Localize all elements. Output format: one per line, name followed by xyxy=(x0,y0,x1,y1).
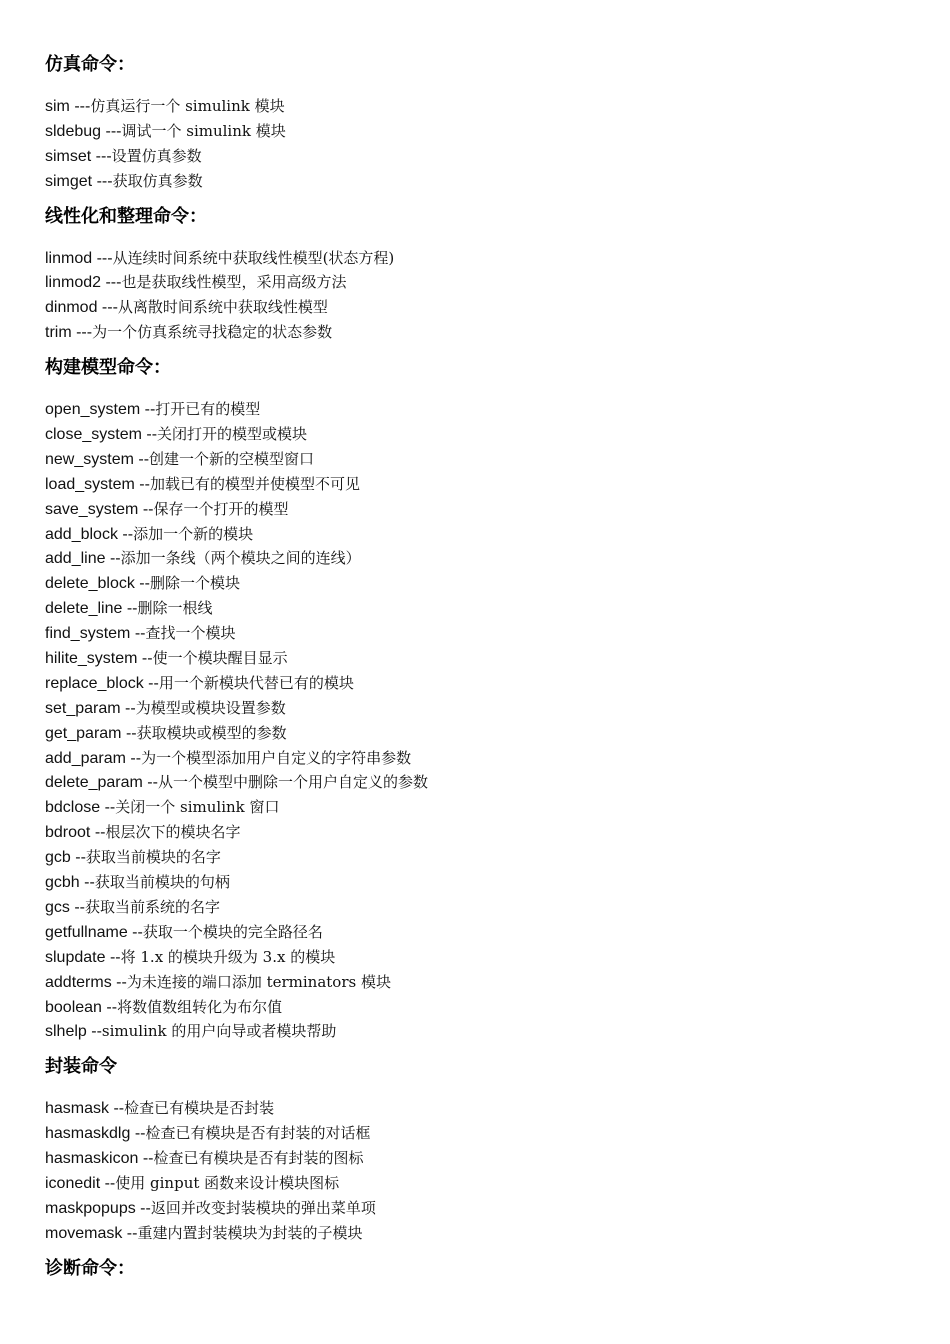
command-name: slupdate xyxy=(45,948,106,966)
command-description: 加载已有的模型并使模型不可见 xyxy=(149,474,360,493)
command-item xyxy=(45,472,925,497)
command-item xyxy=(45,144,925,169)
command-separator: --- xyxy=(71,324,93,342)
command-item xyxy=(45,696,925,721)
command-description: 根层次下的模块名字 xyxy=(105,823,241,842)
command-separator: -- xyxy=(105,948,121,966)
command-separator: -- xyxy=(111,973,127,991)
section xyxy=(45,1256,925,1282)
command-separator: -- xyxy=(143,674,159,692)
section-heading: 诊断命令： xyxy=(45,1257,135,1279)
command-description: 检查已有模块是否封装 xyxy=(124,1099,275,1118)
command-description: 为一个模型添加用户自定义的字符串参数 xyxy=(141,748,412,767)
command-name: delete_line xyxy=(45,600,123,618)
command-name: getfullname xyxy=(45,923,128,941)
command-item xyxy=(45,646,925,671)
command-separator: -- xyxy=(122,1224,138,1242)
command-name: movemask xyxy=(45,1224,123,1242)
command-description: 添加一个新的模块 xyxy=(133,524,254,543)
command-separator: -- xyxy=(134,475,150,493)
command-name: get_param xyxy=(45,724,122,742)
command-description: 从一个模型中删除一个用户自定义的参数 xyxy=(157,773,428,792)
command-separator: -- xyxy=(127,923,143,941)
section xyxy=(45,52,925,194)
command-description: 关闭打开的模型或模块 xyxy=(157,425,308,444)
command-separator: -- xyxy=(101,998,118,1016)
command-separator: --- xyxy=(91,147,112,165)
command-item xyxy=(45,895,925,920)
command-separator: --- xyxy=(101,274,122,292)
command-separator: --- xyxy=(92,249,113,267)
command-item xyxy=(45,497,925,522)
command-separator: -- xyxy=(109,1100,125,1118)
command-name: dinmod xyxy=(45,299,98,317)
command-separator: -- xyxy=(120,699,136,717)
command-item xyxy=(45,1146,925,1171)
command-description: 返回并改变封装模块的弹出菜单项 xyxy=(150,1198,376,1217)
command-separator: -- xyxy=(130,1125,146,1143)
command-name: new_system xyxy=(45,450,134,468)
command-separator: -- xyxy=(100,1174,116,1192)
command-item xyxy=(45,870,925,895)
command-list xyxy=(45,397,925,1044)
command-name: boolean xyxy=(45,998,102,1016)
section xyxy=(45,204,925,346)
command-name: hasmaskdlg xyxy=(45,1125,131,1143)
command-separator: --- xyxy=(69,98,91,115)
command-separator: -- xyxy=(100,799,116,817)
section-heading: 构建模型命令： xyxy=(45,357,171,379)
command-item xyxy=(45,1019,925,1044)
command-description: 检查已有模块是否有封装的图标 xyxy=(153,1149,364,1168)
command-item xyxy=(45,995,925,1020)
command-separator: -- xyxy=(135,1199,151,1217)
command-item xyxy=(45,621,925,646)
command-description: 调试一个 simulink 模块 xyxy=(121,121,286,140)
command-name: find_system xyxy=(45,625,131,643)
command-name: addterms xyxy=(45,973,112,991)
command-list xyxy=(45,94,925,194)
command-item xyxy=(45,795,925,820)
command-separator: -- xyxy=(134,575,150,593)
command-separator: -- xyxy=(79,874,95,892)
command-description: 创建一个新的空模型窗口 xyxy=(149,449,315,468)
command-description: 打开已有的模型 xyxy=(155,400,261,419)
command-description: 为一个仿真系统寻找稳定的状态参数 xyxy=(92,323,333,342)
command-name: sldebug xyxy=(45,122,102,140)
command-description: 获取模块或模型的参数 xyxy=(136,723,287,742)
command-description: simulink 的用户向导或者模块帮助 xyxy=(101,1022,337,1041)
command-description: 保存一个打开的模型 xyxy=(153,499,289,518)
command-description: 为模型或模块设置参数 xyxy=(135,698,286,717)
command-item xyxy=(45,422,925,447)
command-description: 获取当前系统的名字 xyxy=(85,897,221,916)
command-item xyxy=(45,546,925,571)
command-description: 添加一条线（两个模块之间的连线） xyxy=(120,549,361,568)
command-description: 用一个新模块代替已有的模块 xyxy=(158,673,354,692)
document-page xyxy=(45,52,925,1292)
command-item xyxy=(45,671,925,696)
command-separator: -- xyxy=(122,600,138,618)
command-name: hilite_system xyxy=(45,650,138,668)
command-item xyxy=(45,721,925,746)
command-description: 获取一个模块的完全路径名 xyxy=(142,922,323,941)
command-separator: -- xyxy=(141,426,158,444)
command-description: 删除一个模块 xyxy=(149,574,240,593)
command-name: hasmask xyxy=(45,1100,110,1118)
command-separator: -- xyxy=(117,525,134,543)
command-name: open_system xyxy=(45,401,141,419)
command-item xyxy=(45,270,925,295)
command-item xyxy=(45,1121,925,1146)
command-item xyxy=(45,770,925,795)
section xyxy=(45,1054,925,1245)
command-name: gcbh xyxy=(45,874,80,892)
command-list xyxy=(45,1096,925,1245)
command-name: set_param xyxy=(45,699,121,717)
command-description: 从离散时间系统中获取线性模型 xyxy=(117,298,328,317)
command-item xyxy=(45,119,925,144)
command-separator: -- xyxy=(125,749,142,767)
command-description: 将数值数组转化为布尔值 xyxy=(117,997,283,1016)
command-separator: -- xyxy=(121,724,137,742)
command-name: bdclose xyxy=(45,799,101,817)
command-separator: --- xyxy=(101,122,122,140)
command-name: gcb xyxy=(45,849,71,867)
command-separator: -- xyxy=(133,450,150,468)
command-name: add_param xyxy=(45,749,126,767)
command-description: 获取当前模块的名字 xyxy=(85,848,221,867)
command-separator: -- xyxy=(70,849,86,867)
command-name: sim xyxy=(45,98,70,115)
command-list xyxy=(45,246,925,346)
command-description: 为未连接的端口添加 terminators 模块 xyxy=(126,972,391,991)
command-description: 查找一个模块 xyxy=(145,624,236,643)
command-name: hasmaskicon xyxy=(45,1150,139,1168)
command-separator: -- xyxy=(138,1150,154,1168)
command-item xyxy=(45,1171,925,1196)
command-separator: -- xyxy=(140,401,156,419)
command-description: 获取仿真参数 xyxy=(112,171,203,190)
section-heading: 线性化和整理命令： xyxy=(45,205,207,227)
command-separator: -- xyxy=(105,550,121,568)
command-item xyxy=(45,820,925,845)
command-separator: -- xyxy=(138,500,154,518)
command-name: add_block xyxy=(45,525,118,543)
command-item xyxy=(45,397,925,422)
command-name: delete_param xyxy=(45,774,143,792)
command-name: slhelp xyxy=(45,1023,87,1041)
command-description: 检查已有模块是否有封装的对话框 xyxy=(145,1124,371,1143)
command-item xyxy=(45,1221,925,1246)
command-item xyxy=(45,447,925,472)
section xyxy=(45,355,925,1044)
command-name: trim xyxy=(45,324,72,342)
command-name: bdroot xyxy=(45,824,91,842)
command-description: 将 1.x 的模块升级为 3.x 的模块 xyxy=(120,947,336,966)
command-separator: -- xyxy=(69,898,86,916)
command-description: 获取当前模块的句柄 xyxy=(94,873,230,892)
command-name: gcs xyxy=(45,898,70,916)
command-item xyxy=(45,295,925,320)
command-separator: -- xyxy=(130,625,146,643)
command-name: replace_block xyxy=(45,674,144,692)
command-separator: -- xyxy=(142,774,158,792)
command-separator: -- xyxy=(137,650,153,668)
command-item xyxy=(45,1196,925,1221)
command-name: linmod xyxy=(45,249,93,267)
command-description: 重建内置封装模块为封装的子模块 xyxy=(137,1223,363,1242)
command-item xyxy=(45,169,925,194)
command-item xyxy=(45,970,925,995)
command-item xyxy=(45,320,925,345)
command-item xyxy=(45,945,925,970)
command-name: save_system xyxy=(45,500,139,518)
section-heading: 仿真命令： xyxy=(45,54,135,75)
command-item xyxy=(45,571,925,596)
section-heading: 封装命令 xyxy=(45,1056,117,1078)
command-name: linmod2 xyxy=(45,274,102,292)
command-name: delete_block xyxy=(45,575,135,593)
command-item xyxy=(45,522,925,547)
command-name: simset xyxy=(45,147,92,165)
command-item xyxy=(45,1096,925,1121)
command-description: 关闭一个 simulink 窗口 xyxy=(115,798,280,817)
command-description: 设置仿真参数 xyxy=(111,146,202,165)
command-name: iconedit xyxy=(45,1174,101,1192)
command-separator: --- xyxy=(97,299,118,317)
command-item xyxy=(45,845,925,870)
command-name: close_system xyxy=(45,426,142,444)
command-description: 使用 ginput 函数来设计模块图标 xyxy=(115,1173,340,1192)
command-separator: --- xyxy=(92,172,113,190)
command-item xyxy=(45,746,925,771)
command-description: 从连续时间系统中获取线性模型(状态方程) xyxy=(112,248,395,267)
command-name: simget xyxy=(45,172,93,190)
command-description: 使一个模块醒目显示 xyxy=(152,649,288,668)
command-description: 删除一根线 xyxy=(137,599,213,618)
command-separator: -- xyxy=(90,824,106,842)
command-item xyxy=(45,596,925,621)
command-name: maskpopups xyxy=(45,1199,136,1217)
command-name: add_line xyxy=(45,550,106,568)
command-description: 仿真运行一个 simulink 模块 xyxy=(90,97,285,115)
command-item xyxy=(45,920,925,945)
command-separator: -- xyxy=(86,1023,102,1041)
command-name: load_system xyxy=(45,475,135,493)
command-item xyxy=(45,94,925,119)
command-item xyxy=(45,246,925,271)
command-description: 也是获取线性模型，采用高级方法 xyxy=(121,273,347,292)
